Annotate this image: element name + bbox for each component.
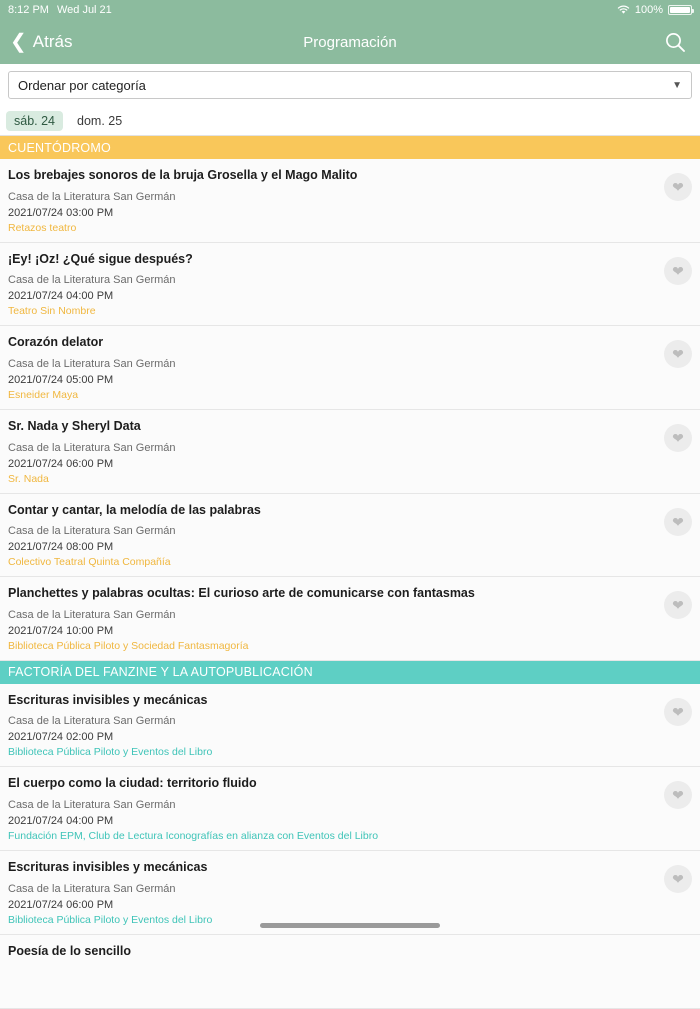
favorite-button[interactable] — [664, 173, 692, 201]
battery-icon — [668, 5, 692, 15]
back-button[interactable] — [0, 32, 72, 52]
heart-icon: ❤ — [672, 787, 684, 804]
event-group: Sr. Nada — [8, 472, 49, 485]
event-title: Los brebajes sonoros de la bruja Grosella y el Mago Malito — [8, 168, 358, 182]
heart-icon: ❤ — [672, 597, 684, 614]
search-icon[interactable] — [664, 31, 686, 53]
event-venue: Casa de la Literatura San Germán — [8, 357, 176, 370]
event-group: Esneider Maya — [8, 388, 79, 401]
chevron-down-icon: ▼ — [672, 79, 682, 91]
event-venue: Casa de la Literatura San Germán — [8, 608, 176, 621]
event-venue: Casa de la Literatura San Germán — [8, 882, 176, 895]
sort-select-value: Ordenar por categoría — [18, 77, 146, 93]
event-group: Biblioteca Pública Piloto y Eventos del Libro — [8, 746, 213, 759]
event-venue: Casa de la Literatura San Germán — [8, 525, 176, 538]
event-title: El cuerpo como la ciudad: territorio fluido — [8, 776, 257, 791]
status-bar-right — [617, 4, 692, 16]
event-date: 2021/07/24 03:00 PM — [8, 206, 114, 219]
section-title: CUENTÓDROMO — [8, 140, 111, 155]
list-item[interactable] — [0, 494, 700, 578]
event-group: Biblioteca Pública Piloto y Eventos del Libro — [8, 913, 213, 926]
list-item[interactable] — [0, 767, 700, 851]
page-title: Programación — [303, 33, 397, 51]
list-item[interactable] — [0, 326, 700, 410]
heart-icon: ❤ — [672, 871, 684, 887]
event-title: Planchettes y palabras ocultas: El curioso arte de comunicarse con fantasmas — [8, 586, 475, 601]
list-item[interactable] — [0, 410, 700, 494]
event-group: Retazos teatro — [8, 221, 77, 234]
list-item[interactable] — [0, 684, 700, 768]
event-date: 2021/07/24 02:00 PM — [8, 731, 114, 744]
status-time: 8:12 PM — [8, 4, 49, 16]
event-venue: Casa de la Literatura San Germán — [8, 441, 176, 454]
status-bar-left — [8, 4, 112, 16]
favorite-button[interactable] — [664, 257, 692, 285]
event-date: 2021/07/24 04:00 PM — [8, 815, 114, 827]
event-title: ¡Ey! ¡Oz! ¿Qué sigue después? — [8, 251, 193, 266]
event-group: Teatro Sin Nombre — [8, 305, 96, 318]
event-venue: Casa de la Literatura San Germán — [8, 799, 176, 811]
battery-percent: 100% — [634, 4, 663, 16]
sort-select[interactable] — [8, 71, 692, 99]
heart-icon: ❤ — [672, 513, 684, 530]
event-group: Colectivo Teatral Quinta Compañía — [8, 556, 171, 569]
status-bar — [0, 0, 700, 20]
event-title: Corazón delator — [8, 335, 104, 350]
event-date: 2021/07/24 06:00 PM — [8, 898, 114, 911]
event-group: Biblioteca Pública Piloto y Sociedad Fantasmagoría — [8, 639, 249, 652]
list-item[interactable] — [0, 159, 700, 243]
section-header-cuentodromo — [0, 136, 700, 159]
event-venue: Casa de la Literatura San Germán — [8, 715, 176, 728]
chevron-left-icon: ❮ — [10, 31, 27, 53]
day-tab-dom-25[interactable] — [69, 111, 130, 131]
back-button-label: Atrás — [32, 32, 73, 51]
event-date: 2021/07/24 05:00 PM — [8, 373, 114, 386]
favorite-button[interactable] — [664, 508, 692, 536]
section-title: FACTORÍA DEL FANZINE Y LA AUTOPUBLICACIÓN — [8, 665, 313, 680]
list-item[interactable] — [0, 577, 700, 661]
sort-bar — [0, 64, 700, 106]
event-venue: Casa de la Literatura San Germán — [8, 274, 176, 287]
event-date: 2021/07/24 10:00 PM — [8, 624, 114, 637]
heart-icon: ❤ — [672, 179, 684, 195]
heart-icon: ❤ — [672, 262, 684, 279]
event-title: Sr. Nada y Sheryl Data — [8, 418, 141, 433]
heart-icon: ❤ — [672, 703, 684, 720]
event-date: 2021/07/24 08:00 PM — [8, 541, 114, 554]
wifi-icon — [617, 5, 630, 15]
event-venue: Casa de la Literatura San Germán — [8, 190, 176, 203]
list-item[interactable] — [0, 851, 700, 935]
favorite-button[interactable] — [664, 865, 692, 893]
day-tab-sab-24[interactable] — [6, 111, 63, 131]
section-header-factoria — [0, 661, 700, 684]
event-title: Contar y cantar, la melodía de las palabras — [8, 502, 261, 517]
heart-icon: ❤ — [672, 429, 684, 446]
navigation-bar — [0, 20, 700, 64]
event-date: 2021/07/24 06:00 PM — [8, 457, 114, 470]
event-date: 2021/07/24 04:00 PM — [8, 290, 114, 303]
event-title: Poesía de lo sencillo — [8, 943, 131, 958]
favorite-button[interactable] — [664, 698, 692, 726]
list-item[interactable] — [0, 935, 700, 1009]
day-tab-label: dom. 25 — [77, 113, 123, 128]
day-tabs — [0, 106, 700, 136]
heart-icon: ❤ — [672, 346, 684, 363]
event-title: Escrituras invisibles y mecánicas — [8, 692, 208, 707]
status-date: Wed Jul 21 — [56, 4, 112, 16]
list-item[interactable] — [0, 243, 700, 327]
favorite-button[interactable] — [664, 424, 692, 452]
favorite-button[interactable] — [664, 591, 692, 619]
day-tab-label: sáb. 24 — [14, 113, 56, 128]
event-group: Fundación EPM, Club de Lectura Iconografías en alianza con Eventos del Libro — [8, 830, 379, 842]
schedule-list[interactable] — [0, 136, 700, 1009]
event-title: Escrituras invisibles y mecánicas — [8, 860, 208, 874]
